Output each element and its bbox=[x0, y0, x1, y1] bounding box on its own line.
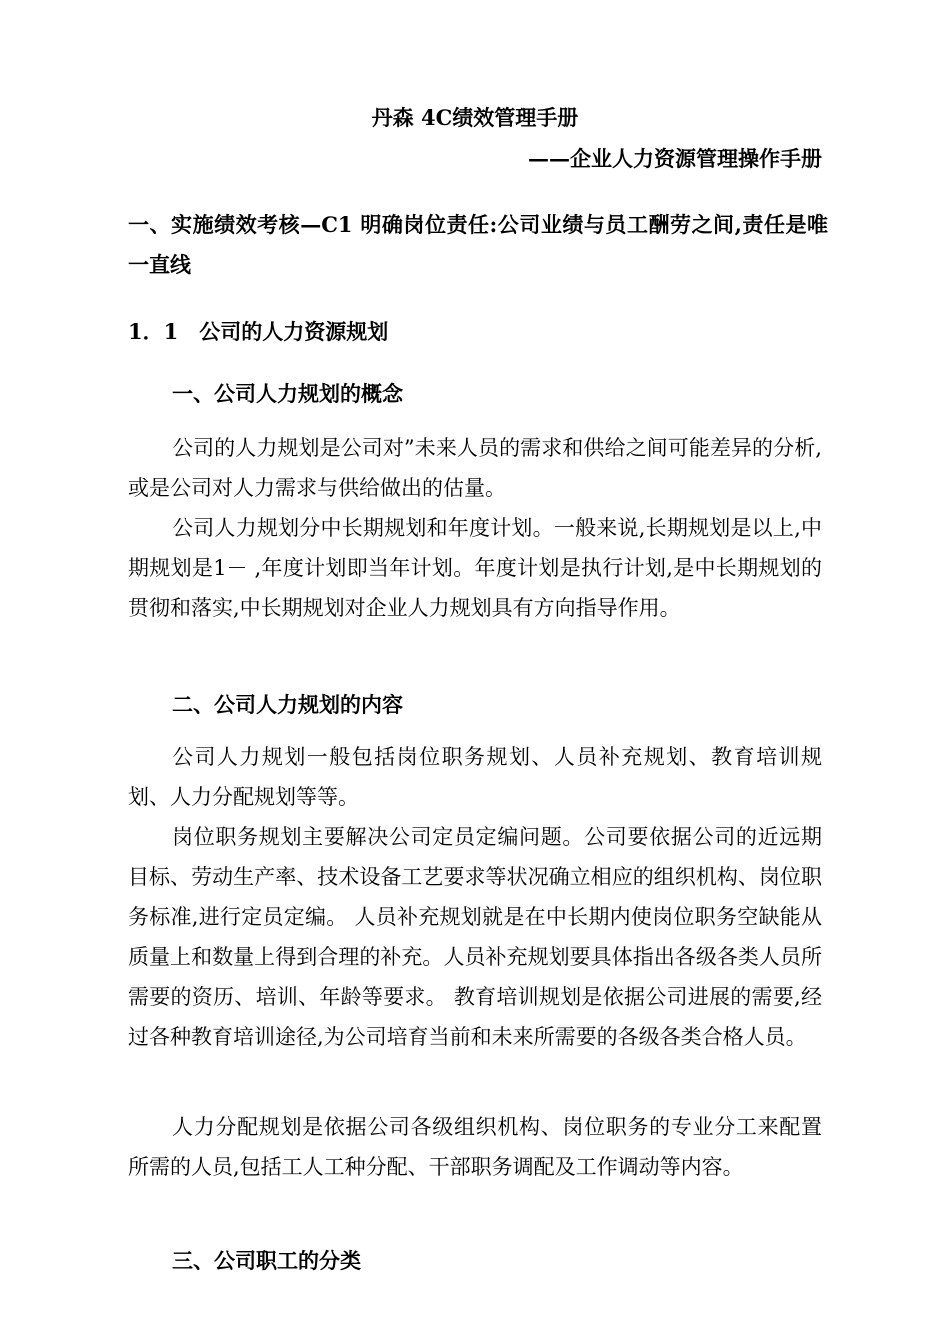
document-subtitle: ——企业人力资源管理操作手册 bbox=[528, 146, 822, 171]
subsection-heading-content: 二、公司人力规划的内容 bbox=[172, 692, 403, 717]
document-title: 丹森 4C绩效管理手册 bbox=[371, 105, 579, 130]
subsection-heading-concept: 一、公司人力规划的概念 bbox=[172, 381, 403, 406]
paragraph: 人力分配规划是依据公司各级组织机构、岗位职务的专业分工来配置所需的人员,包括工人工种分配、干部职务调配及工作调动等内容。 bbox=[128, 1115, 822, 1179]
paragraph: 岗位职务规划主要解决公司定员定编问题。公司要依据公司的近远期目标、劳动生产率、技术设备工艺要求等状况确立相应的组织机构、岗位职务标准,进行定员定编。 人员补充规划就是在中长期内使岗位职务空缺能从质量上和数量上得到合理的补充。人员补充规划要具体指出各级各类人员所需要的资历、培训、年龄等要求。 教育培训规划是依据公司进展的需要,经过各种教育培训途径,为公司培育当前和未来所需要的各级各类合格人员。 bbox=[128, 825, 822, 1049]
paragraph: 公司人力规划一般包括岗位职务规划、人员补充规划、教育培训规划、人力分配规划等等。 bbox=[128, 745, 822, 809]
subsection-heading-classification: 三、公司职工的分类 bbox=[172, 1248, 361, 1273]
paragraph: 公司的人力规划是公司对”未来人员的需求和供给之间可能差异的分析,或是公司对人力需求与供给做出的估量。 bbox=[128, 436, 822, 500]
chapter-heading: 一、实施绩效考核—C1 明确岗位责任:公司业绩与员工酬劳之间,责任是唯一直线 bbox=[128, 212, 828, 277]
section-heading: 1．1 公司的人力资源规划 bbox=[128, 319, 389, 344]
paragraph: 公司人力规划分中长期规划和年度计划。一般来说,长期规划是以上,中期规划是1－ ,年度计划即当年计划。年度计划是执行计划,是中长期规划的贯彻和落实,中长期规划对企业人力规划具有方向指导作用。 bbox=[128, 516, 822, 620]
